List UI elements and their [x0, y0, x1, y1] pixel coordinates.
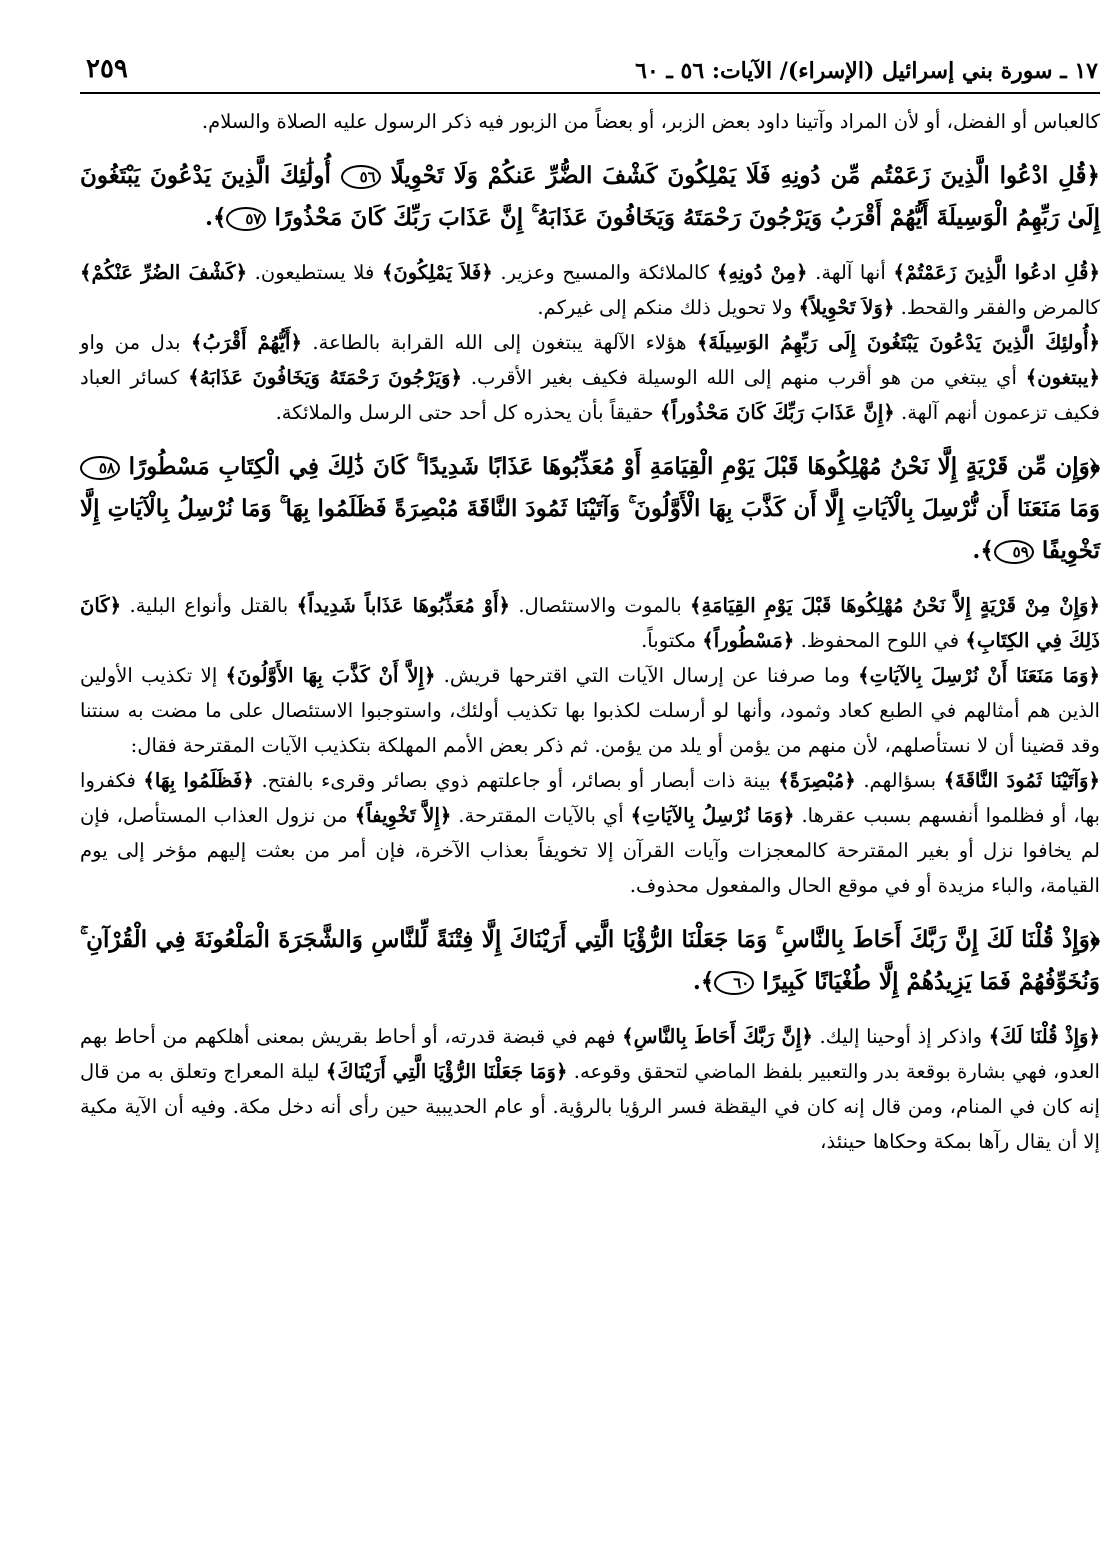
commentary-text: أي بالآيات المقترحة.: [451, 804, 631, 827]
commentary-text: كسائر العباد فكيف تزعمون أنهم آلهة.: [80, 366, 1100, 424]
quoted-phrase: ﴿وَلاَ تَحْوِيلاً﴾: [798, 296, 895, 319]
verse-text-59: وَمَا مَنَعَنَا أَن نُّرْسِلَ بِالْآيَاتِ إِلَّا أَن كَذَّبَ بِهَا الْأَوَّلُونَ ۚ وَآتَيْنَا ثَمُودَ النَّاقَةَ مُبْصِرَةً فَظَلَمُوا بِهَا ۚ وَمَا نُرْسِلُ بِالْآيَاتِ إِلَّا تَخْوِيفًا: [80, 495, 1100, 564]
commentary-text: فكفروا بها، أو فظلموا أنفسهم بسبب عقرها.: [80, 769, 1100, 827]
verse-end-bracket: ﴾.: [204, 204, 227, 231]
verse-block-56-57: [80, 155, 1100, 239]
intro-paragraph: [80, 104, 1100, 139]
commentary-text: وما صرفنا عن إرسال الآيات التي اقترحها قريش.: [435, 664, 859, 687]
verse-text: [80, 919, 1100, 1003]
verse-end-bracket: ﴾.: [692, 968, 715, 995]
quoted-phrase: ﴿فَظَلَمُوا بِهَا﴾: [143, 769, 254, 792]
quoted-phrase: ﴿مِنْ دُونِهِ﴾: [716, 261, 808, 284]
quoted-phrase: ﴿وَآتَيْنَا ثَمُودَ النَّاقَةَ﴾: [943, 769, 1100, 792]
commentary-text: من نزول العذاب المستأصل، فإن لم يخافوا نزل أو بغير المقترحة كالمعجزات وآيات القرآن إلا تخويفاً بعذاب الآخرة، فإن أمر من بعثت إليهم مؤخر إلى يوم القيامة، والباء مزيدة أو في موقع الحال والمفعول محذوف.: [80, 804, 1100, 897]
commentary-text: فلا يستطيعون.: [247, 261, 382, 284]
running-head: ١٧ ـ سورة بني إسرائيل (الإسراء)/ الآيات: ٥٦ ـ ٦٠: [635, 58, 1098, 84]
quoted-phrase: ﴿مَسْطُوراً﴾: [702, 629, 795, 652]
quoted-phrase: ﴿أَوْ مُعَذِّبُوهَا عَذَاباً شَدِيداً﴾: [296, 594, 511, 617]
quoted-phrase: ﴿إِلاَّ أَنْ كَذَّبَ بِهَا الأَوَّلُونَ﴾: [225, 664, 436, 687]
quoted-phrase: ﴿وَمَا نُرْسِلُ بِالآيَاتِ﴾: [630, 804, 795, 827]
quoted-phrase: ﴿قُلِ ادعُوا الَّذِينَ زَعَمْتُمْ﴾: [893, 261, 1100, 284]
quoted-phrase: ﴿وَيَرْجُونَ رَحْمَتَهُ وَيَخَافُونَ عَذَابَهُ﴾: [188, 366, 462, 389]
verse-text: [80, 446, 1100, 572]
quoted-phrase: ﴿كَانَ ذَلِكَ فِي الكِتَابِ﴾: [80, 594, 1100, 652]
verse-block-60: [80, 919, 1100, 1003]
verse-number-56: ٥٦: [341, 165, 381, 189]
commentary-text: ولا تحويل ذلك منكم إلى غيركم.: [537, 296, 799, 319]
commentary-paragraph-4: [80, 658, 1100, 763]
verse-number-57: ٥٧: [226, 207, 266, 231]
commentary-text: حقيقاً بأن يحذره كل أحد حتى الرسل والملائكة.: [275, 401, 660, 424]
commentary-text: بسؤالهم.: [855, 769, 944, 792]
commentary-text: ليلة المعراج وتعلق به من قال إنه كان في المنام، ومن قال إنه كان في اليقظة فسر الرؤيا بالرؤية. أو عام الحديبية حين رأى أنه دخل مكة. وفيه أن الآية مكية إلا أن يقال رآها بمكة وحكاها حينئذ،: [80, 1060, 1100, 1153]
quoted-phrase: ﴿أُولئِكَ الَّذِينَ يَدْعُونَ يَبْتَغُونَ إِلَى رَبِّهِمُ الوَسِيلَةَ﴾: [696, 331, 1100, 354]
quoted-phrase: ﴿فَلاَ يَمْلِكُونَ﴾: [381, 261, 493, 284]
quoted-phrase: ﴿وَمَا مَنَعَنَا أَنْ نُرْسِلَ بِالآيَاتِ﴾: [858, 664, 1100, 687]
quoted-phrase: ﴿إِنَّ عَذَابَ رَبِّكَ كَانَ مَحْذُوراً﴾: [659, 401, 895, 424]
commentary-text: كالمرض والفقر والقحط.: [894, 296, 1100, 319]
page-content: [80, 104, 1100, 1159]
commentary-text: فهم في قبضة قدرته، أو أحاط بقريش بمعنى أهلكهم من أحاط بهم العدو، فهي بشارة بوقعة بدر والتعبير بلفظ الماضي لتحقق وقوعه.: [80, 1025, 1100, 1083]
verse-number-60: ٦٠: [714, 971, 754, 995]
quoted-phrase: ﴿إِلاَّ تَخْوِيفاً﴾: [354, 804, 452, 827]
verse-text: [80, 155, 1100, 239]
commentary-text: بدل من واو: [80, 331, 191, 354]
quoted-phrase: ﴿وَمَا جَعَلْنَا الرُّؤْيَا الَّتِي أَرَيْنَاكَ﴾: [325, 1060, 568, 1083]
verse-number-58: ٥٨: [80, 456, 120, 480]
commentary-text: في اللوح المحفوظ.: [794, 629, 966, 652]
page-number: ٢٥٩: [86, 54, 128, 84]
quoted-phrase: ﴿مُبْصِرَةً﴾: [778, 769, 856, 792]
quoted-phrase: ﴿أَيُّهُمْ أَقْرَبُ﴾: [190, 331, 302, 354]
quoted-phrase: ﴿يبتغون﴾: [1025, 366, 1100, 389]
commentary-text: هؤلاء الآلهة يبتغون إلى الله القرابة بالطاعة.: [301, 331, 697, 354]
quoted-phrase: ﴿وَإِنْ مِنْ قَرْيَةٍ إِلاَّ نَحْنُ مُهْلِكُوهَا قَبْلَ يَوْمِ القِيَامَةِ﴾: [690, 594, 1100, 617]
commentary-text: بالموت والاستئصال.: [510, 594, 690, 617]
intro-text: كالعباس أو الفضل، أو لأن المراد وآتينا داود بعض الزبر، أو بعضاً من الزبور فيه ذكر الرسول عليه الصلاة والسلام.: [201, 110, 1100, 133]
commentary-text: بالقتل وأنواع البلية.: [121, 594, 297, 617]
commentary-text: إلا تكذيب الأولين الذين هم أمثالهم في الطبع كعاد وثمود، وأنها لو أرسلت لكذبوا بها تكذيب أولئك، واستوجبوا الاستئصال على ما مضت به سنتنا وقد قضينا أن لا نستأصلهم، لأن منهم من يؤمن أو يلد من يؤمن. ثم ذكر بعض الأمم المهلكة بتكذيب الآيات المقترحة فقال:: [80, 664, 1100, 757]
commentary-paragraph-3: [80, 588, 1100, 658]
quoted-phrase: ﴿إِنَّ رَبَّكَ أَحَاطَ بِالنَّاسِ﴾: [622, 1025, 813, 1048]
verse-text-56: ﴿قُلِ ادْعُوا الَّذِينَ زَعَمْتُم مِّن دُونِهِ فَلَا يَمْلِكُونَ كَشْفَ الضُّرِّ عَنكُمْ وَلَا تَحْوِيلًا: [390, 162, 1100, 189]
commentary-text: واذكر إذ أوحينا إليك.: [812, 1025, 989, 1048]
commentary-paragraph-6: [80, 1019, 1100, 1159]
quoted-phrase: ﴿وَإِذْ قُلْنَا لَكَ﴾: [988, 1025, 1100, 1048]
page-header: [80, 52, 1100, 94]
commentary-text: مكتوباً.: [641, 629, 703, 652]
commentary-text: بينة ذات أبصار أو بصائر، أو جاعلتهم ذوي بصائر وقرىء بالفتح.: [253, 769, 779, 792]
quoted-phrase: ﴿كَشْفَ الضُرِّ عَنْكُمْ﴾: [80, 261, 248, 284]
verse-number-59: ٥٩: [994, 540, 1034, 564]
verse-text-58: ﴿وَإِن مِّن قَرْيَةٍ إِلَّا نَحْنُ مُهْلِكُوهَا قَبْلَ يَوْمِ الْقِيَامَةِ أَوْ مُعَذِّبُوهَا عَذَابًا شَدِيدًا ۚ كَانَ ذَٰلِكَ فِي الْكِتَابِ مَسْطُورًا: [128, 453, 1100, 480]
verse-end-bracket: ﴾.: [972, 537, 994, 564]
verse-text-57: أُولَٰئِكَ الَّذِينَ يَدْعُونَ يَبْتَغُونَ إِلَىٰ رَبِّهِمُ الْوَسِيلَةَ أَيُّهُمْ أَقْرَبُ وَيَرْجُونَ رَحْمَتَهُ وَيَخَافُونَ عَذَابَهُ ۚ إِنَّ عَذَابَ رَبِّكَ كَانَ مَحْذُورًا: [80, 162, 1100, 231]
verse-block-58-59: [80, 446, 1100, 572]
commentary-text: كالملائكة والمسيح وعزير.: [492, 261, 717, 284]
verse-text-60: ﴿وَإِذْ قُلْنَا لَكَ إِنَّ رَبَّكَ أَحَاطَ بِالنَّاسِ ۚ وَمَا جَعَلْنَا الرُّؤْيَا الَّتِي أَرَيْنَاكَ إِلَّا فِتْنَةً لِّلنَّاسِ وَالشَّجَرَةَ الْمَلْعُونَةَ فِي الْقُرْآنِ ۚ وَنُخَوِّفُهُمْ فَمَا يَزِيدُهُمْ إِلَّا طُغْيَانًا كَبِيرًا: [80, 926, 1100, 995]
commentary-text: أنها آلهة.: [807, 261, 894, 284]
commentary-paragraph-5: [80, 763, 1100, 903]
commentary-paragraph-2: [80, 325, 1100, 430]
book-page: [80, 0, 1100, 1559]
commentary-paragraph-1: [80, 255, 1100, 325]
commentary-text: أي يبتغي من هو أقرب منهم إلى الله الوسيلة فكيف بغير الأقرب.: [461, 366, 1026, 389]
